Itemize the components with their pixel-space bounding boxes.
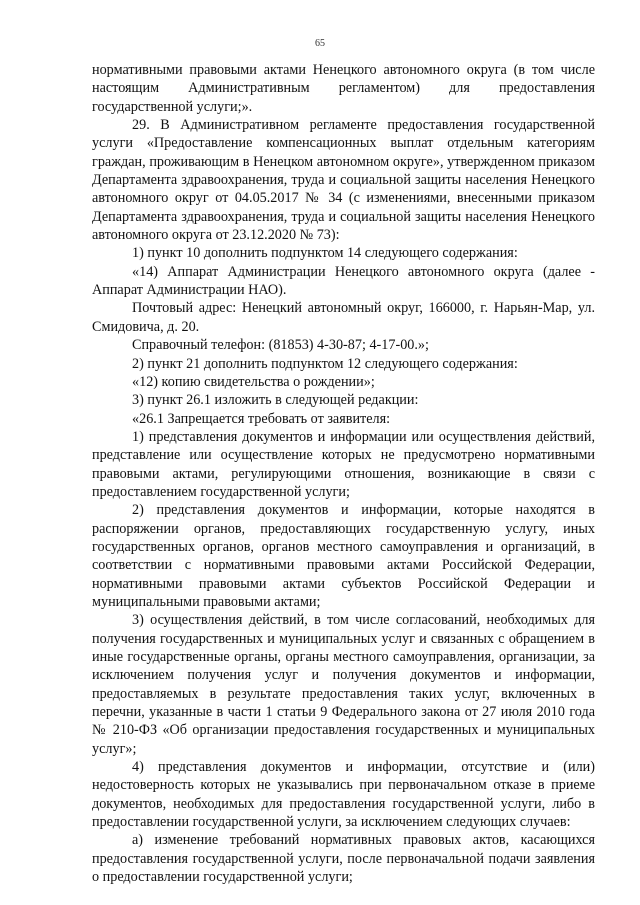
paragraph: Почтовый адрес: Ненецкий автономный округ, 166000, г. Нарьян-Мар, ул. Смидовича, д. 20. bbox=[92, 300, 595, 335]
paragraph: 2) пункт 21 дополнить подпунктом 12 следующего содержания: bbox=[132, 355, 518, 372]
paragraph: 2) представления документов и информации, которые находятся в распоряжении органов, предоставляющих государственную услугу, иных государственных органов, органов местного самоуправления и организаций, в соответствии с нормативными правовыми актами Российской Федерации, нормативными правовыми актами субъектов Российской Федерации и муниципальными правовыми актами; bbox=[92, 502, 595, 610]
paragraph: 4) представления документов и информации, отсутствие и (или) недостоверность которых не указывались при первоначальном отказе в приеме документов, необходимых для предоставления государственной услуги, либо в предоставлении государственной услуги, за исключением следующих случаев: bbox=[92, 759, 595, 831]
paragraph: а) изменение требований нормативных правовых актов, касающихся предоставления государственной услуги, после первоначальной подачи заявления о предоставлении государственной услуги; bbox=[92, 832, 595, 886]
paragraph: 1) представления документов и информации или осуществления действий, представление или осуществление которых не предусмотрено нормативными правовыми актами, регулирующими отношения, возникающие в связи с предоставлением государственной услуги; bbox=[92, 428, 595, 500]
paragraph: «12) копию свидетельства о рождении»; bbox=[132, 373, 375, 390]
paragraph: «26.1 Запрещается требовать от заявителя: bbox=[132, 410, 391, 427]
paragraph: 1) пункт 10 дополнить подпунктом 14 следующего содержания: bbox=[132, 245, 518, 262]
document-body bbox=[92, 61, 595, 886]
paragraph: 3) пункт 26.1 изложить в следующей редакции: bbox=[132, 392, 419, 409]
paragraph: 29. В Административном регламенте предоставления государственной услуги «Предоставление компенсационных выплат отдельным категориям граждан, проживающим в Ненецком автономном округе», утвержденном приказом Департамента здравоохранения, труда и социальной защиты населения Ненецкого автономного округ от 04.05.2017 № 34 (с изменениями, внесенными приказом Департамента здравоохранения, труда и социальной защиты населения Ненецкого автономного округа от 23.12.2020 № 73): bbox=[92, 117, 595, 244]
paragraph: Справочный телефон: (81853) 4-30-87; 4-17-00.»; bbox=[132, 337, 429, 354]
paragraph: 3) осуществления действий, в том числе согласований, необходимых для получения государственных и муниципальных услуг и связанных с обращением в иные государственные органы, органы местного самоуправления, организации, за исключением получения услуг и получения документов и информации, предоставляемых в результате предоставления таких услуг, включенных в перечни, указанные в части 1 статьи 9 Федерального закона от 27 июля 2010 года № 210-ФЗ «Об организации предоставления государственных и муниципальных услуг»; bbox=[92, 612, 595, 757]
page-number: 65 bbox=[315, 38, 325, 49]
paragraph: нормативными правовыми актами Ненецкого автономного округа (в том числе настоящим Административным регламентом) для предоставления государственной услуги;». bbox=[92, 62, 595, 115]
paragraph: «14) Аппарат Администрации Ненецкого автономного округа (далее - Аппарат Администрации НАО). bbox=[92, 263, 595, 299]
